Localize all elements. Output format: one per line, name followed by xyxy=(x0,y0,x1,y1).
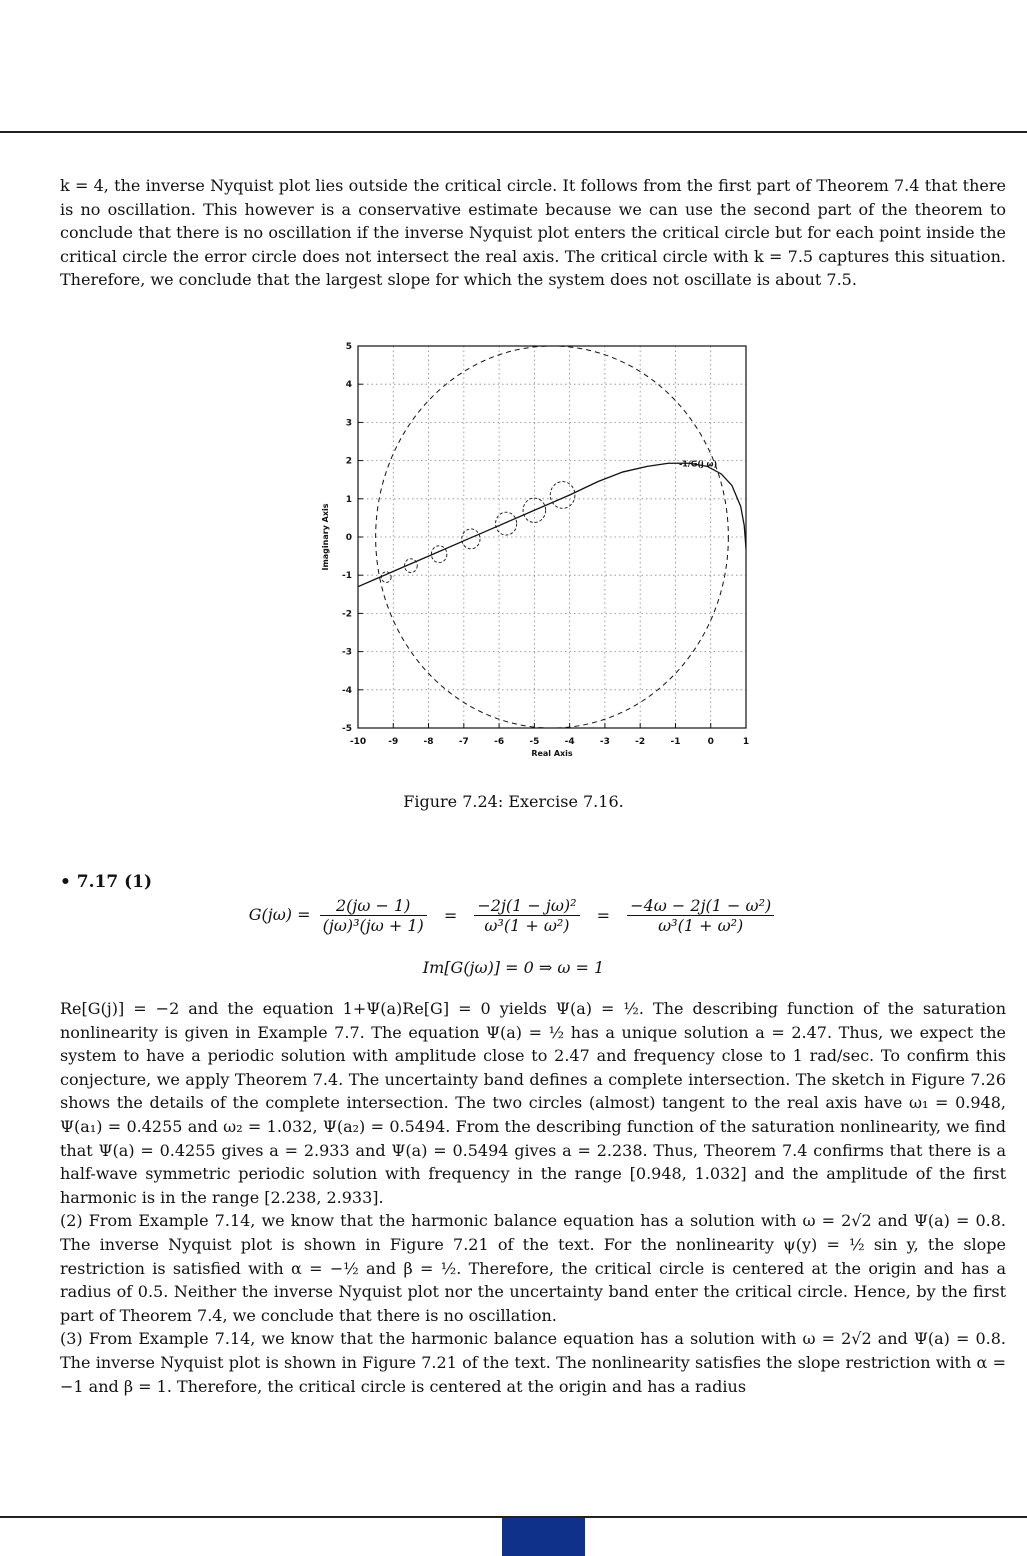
x-tick-label: -3 xyxy=(599,737,610,747)
section-heading: • 7.17 (1) xyxy=(60,872,153,892)
x-tick-label: -9 xyxy=(388,737,399,747)
inverse-nyquist-curve xyxy=(358,463,746,586)
body-paragraph-1: Re[G(j)] = −2 and the equation 1+Ψ(a)Re[G] = 0 yields Ψ(a) = ½. The describing function of the saturation nonlinearity is given in Example 7.7. The equation Ψ(a) = ½ has a unique solution a = 2.47. Thus, we expect the system to have a periodic solution with amplitude close to 2.47 and frequency close to 1 rad/sec. To confirm this conjecture, we apply Theorem 7.4. The uncertainty band defines a complete intersection. The sketch in Figure 7.26 shows the details of the complete intersection. The two circles (almost) tangent to the real axis have ω₁ = 0.948, Ψ(a₁) = 0.4255 and ω₂ = 1.032, Ψ(a₂) = 0.5494. From the describing function of the saturation nonlinearity, we find that Ψ(a) = 0.4255 gives a = 2.933 and Ψ(a) = 0.5494 gives a = 2.238. Thus, Theorem 7.4 confirms that there is a half-wave symmetric periodic solution with frequency in the range [0.948, 1.032] and the amplitude of the first harmonic is in the range [2.238, 2.933]. xyxy=(60,999,1006,1207)
y-tick-label: -3 xyxy=(342,647,352,658)
y-tick-label: 1 xyxy=(345,494,352,505)
equation-transfer-function xyxy=(0,896,1027,935)
equation-imag-zero: Im[G(jω)] = 0 ⇒ ω = 1 xyxy=(422,958,605,977)
x-tick-label: -4 xyxy=(564,737,575,747)
y-tick-label: -2 xyxy=(342,609,352,620)
x-tick-label: -7 xyxy=(458,737,469,747)
header-rule xyxy=(0,131,1027,133)
y-tick-label: -5 xyxy=(342,724,352,734)
eq-fraction-1 xyxy=(320,896,427,935)
exercise-717-body xyxy=(60,997,1006,1398)
error-circle xyxy=(550,482,575,509)
y-tick-label: -4 xyxy=(342,685,352,696)
x-tick-label: -6 xyxy=(494,737,505,747)
eq-fraction-3 xyxy=(627,896,774,935)
y-axis-label: Imaginary Axis xyxy=(321,503,330,571)
error-circle xyxy=(462,529,480,549)
error-circle xyxy=(381,572,391,583)
eq-frac1-denominator: (jω)³(jω + 1) xyxy=(322,916,424,935)
x-tick-label: 0 xyxy=(707,737,714,747)
x-tick-label: -2 xyxy=(635,737,646,747)
x-tick-label: -8 xyxy=(423,737,434,747)
y-tick-label: 4 xyxy=(345,380,352,391)
body-paragraph-2: (2) From Example 7.14, we know that the harmonic balance equation has a solution with ω = 2√2 and Ψ(a) = 0.8. The inverse Nyquist plot is shown in Figure 7.21 of the text. For the nonlinearity ψ(y) = ½ sin y, the slope restriction is satisfied with α = −½ and β = ½. Therefore, the critical circle is centered at the origin and has a radius of 0.5. Neither the inverse Nyquist plot nor the uncertainty band enter the critical circle. Hence, by the first part of Theorem 7.4, we conclude that there is no oscillation. xyxy=(60,1211,1006,1325)
x-tick-label: 1 xyxy=(742,737,750,747)
eq-equals-2: = xyxy=(596,906,611,925)
x-tick-label: -1 xyxy=(670,737,681,747)
body-paragraph-3: (3) From Example 7.14, we know that the harmonic balance equation has a solution with ω = 2√2 and Ψ(a) = 0.8. The inverse Nyquist plot is shown in Figure 7.21 of the text. The nonlinearity satisfies the slope restriction with α = −1 and β = 1. Therefore, the critical circle is centered at the origin and has a radius xyxy=(60,1329,1006,1396)
page-tab xyxy=(502,1518,585,1556)
x-axis-label: Real Axis xyxy=(531,749,573,758)
x-tick-label: -5 xyxy=(529,737,540,747)
y-tick-label: 2 xyxy=(345,456,352,467)
y-tick-label: 0 xyxy=(345,533,352,543)
nyquist-figure xyxy=(316,342,756,772)
eq-equals-1: = xyxy=(443,906,458,925)
eq-frac3-numerator: −4ω − 2j(1 − ω²) xyxy=(627,896,774,916)
eq-frac2-denominator: ω³(1 + ω²) xyxy=(484,916,570,935)
x-tick-label: -10 xyxy=(349,737,367,747)
error-circle xyxy=(496,512,517,535)
curve-label: -1/G(j ω) xyxy=(678,459,718,469)
eq-fraction-2 xyxy=(474,896,579,935)
intro-paragraph: k = 4, the inverse Nyquist plot lies outside the critical circle. It follows from the first part of Theorem 7.4 that there is no oscillation. This however is a conservative estimate because we can use the second part of the theorem to conclude that there is no oscillation if the inverse Nyquist plot enters the critical circle but for each point inside the critical circle the error circle does not intersect the real axis. The critical circle with k = 7.5 captures this situation. Therefore, we conclude that the largest slope for which the system does not oscillate is about 7.5. xyxy=(60,176,1006,290)
y-tick-label: 5 xyxy=(345,342,352,352)
eq-frac2-numerator: −2j(1 − jω)² xyxy=(474,896,579,916)
y-tick-label: -1 xyxy=(342,571,352,582)
eq-frac3-denominator: ω³(1 + ω²) xyxy=(658,916,744,935)
eq-lhs: G(jω) = xyxy=(248,905,311,924)
nyquist-plot xyxy=(316,342,756,772)
y-tick-label: 3 xyxy=(345,418,352,429)
eq-frac1-numerator: 2(jω − 1) xyxy=(320,896,427,916)
figure-caption: Figure 7.24: Exercise 7.16. xyxy=(403,792,624,811)
